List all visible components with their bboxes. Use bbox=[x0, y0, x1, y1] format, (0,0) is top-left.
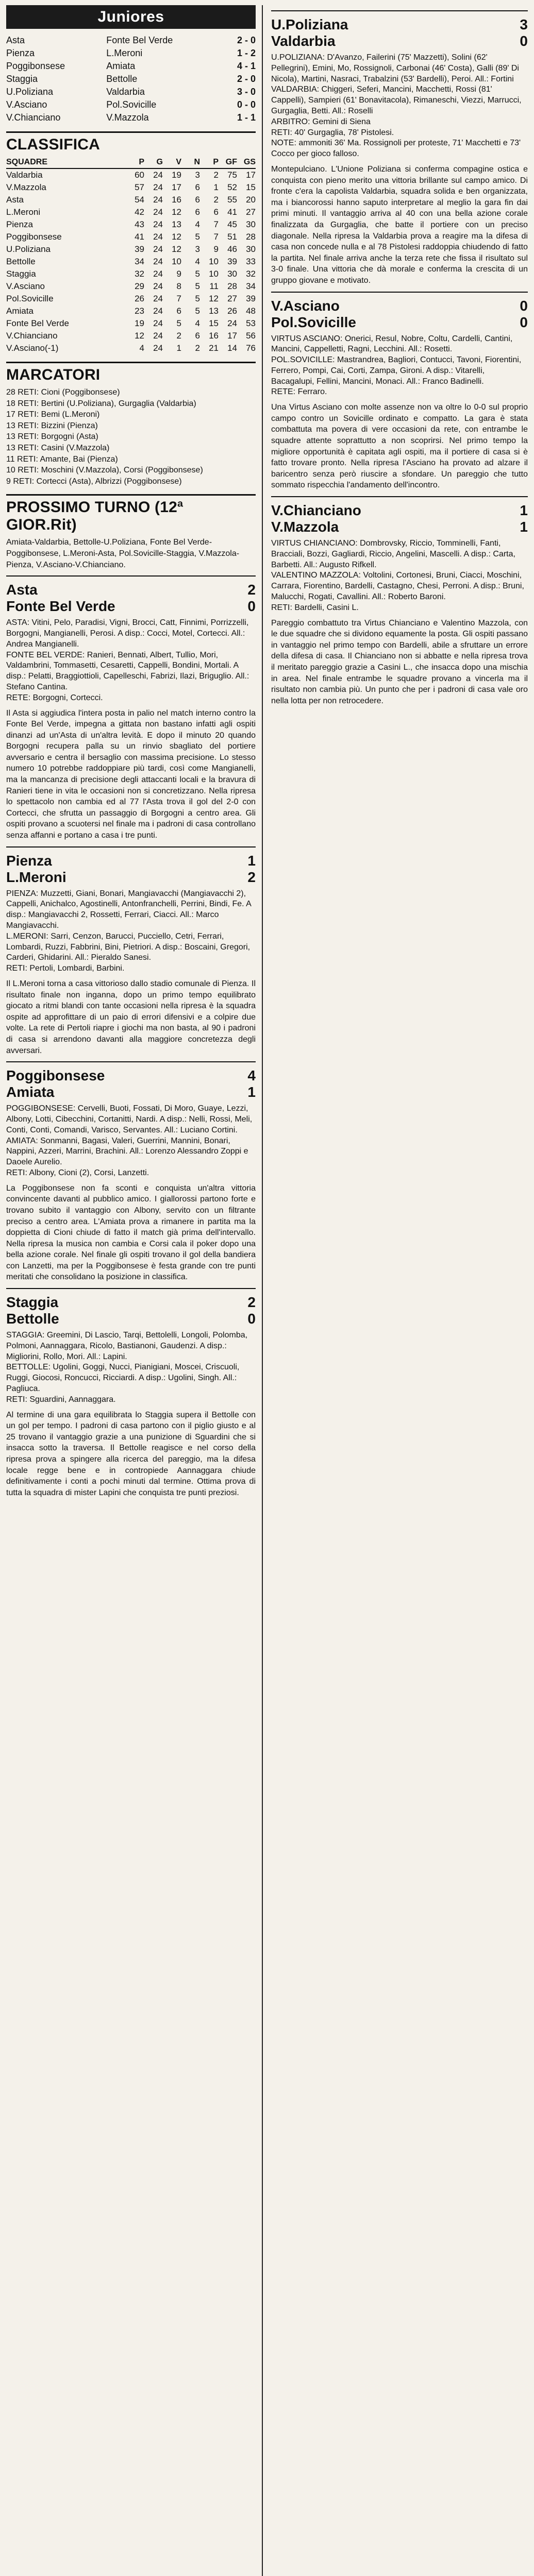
classifica-value: 6 bbox=[195, 331, 200, 341]
match-separator bbox=[271, 292, 528, 293]
classifica-value: 5 bbox=[195, 306, 200, 316]
classifica-value: 19 bbox=[135, 318, 144, 328]
result-score: 1 - 2 bbox=[237, 48, 256, 58]
match-away-team-line bbox=[6, 1084, 256, 1100]
classifica-value: 11 bbox=[209, 281, 219, 291]
classifica-value: 60 bbox=[135, 170, 144, 180]
classifica-value: 51 bbox=[227, 232, 237, 242]
match-home-team-line bbox=[6, 582, 256, 598]
marcatori-line: 13 RETI: Borgogni (Asta) bbox=[6, 432, 98, 442]
classifica-team: Poggibonsese bbox=[6, 232, 62, 242]
classifica-value: 10 bbox=[172, 257, 181, 266]
classifica-value: 13 bbox=[209, 306, 219, 316]
marcatori-title: MARCATORI bbox=[6, 362, 256, 384]
classifica-value: 24 bbox=[153, 207, 163, 217]
classifica-value: 21 bbox=[209, 343, 219, 353]
match-home-team: Asta bbox=[6, 582, 38, 598]
match-away-score: 2 bbox=[247, 869, 256, 885]
classifica-value: 24 bbox=[153, 318, 163, 328]
match-away-team-line bbox=[271, 33, 528, 49]
classifica-value: 24 bbox=[153, 331, 163, 341]
classifica-value: 2 bbox=[213, 170, 219, 180]
classifica-value: 29 bbox=[135, 281, 144, 291]
classifica-table bbox=[6, 157, 256, 354]
classifica-team: Fonte Bel Verde bbox=[6, 318, 69, 328]
result-score: 0 - 0 bbox=[237, 99, 256, 110]
classifica-value: 48 bbox=[246, 306, 256, 316]
classifica-row bbox=[6, 168, 256, 181]
match-away-score: 1 bbox=[247, 1084, 256, 1100]
classifica-value: 57 bbox=[135, 182, 144, 192]
classifica-value: 41 bbox=[135, 232, 144, 242]
result-row bbox=[6, 60, 256, 73]
match-home-team-line bbox=[271, 16, 528, 33]
classifica-value: 28 bbox=[227, 281, 237, 291]
classifica-row bbox=[6, 268, 256, 280]
classifica-value: 34 bbox=[135, 257, 144, 266]
match-report bbox=[6, 1288, 256, 1498]
classifica-team: Pol.Sovicille bbox=[6, 294, 54, 303]
match-separator bbox=[271, 10, 528, 11]
match-away-score: 0 bbox=[520, 33, 528, 49]
classifica-row bbox=[6, 293, 256, 305]
match-lineups bbox=[271, 334, 528, 398]
classifica-team: Staggia bbox=[6, 269, 36, 279]
match-separator bbox=[6, 846, 256, 848]
classifica-value: 28 bbox=[246, 232, 256, 242]
classifica-value: 15 bbox=[246, 182, 256, 192]
classifica-value: 1 bbox=[213, 182, 219, 192]
match-home-team: Staggia bbox=[6, 1294, 59, 1311]
right-column bbox=[271, 5, 528, 2576]
match-home-team-line bbox=[6, 1294, 256, 1311]
classifica-value: 1 bbox=[176, 343, 181, 353]
classifica-value: 24 bbox=[153, 306, 163, 316]
marcatori-line: 17 RETI: Bemi (L.Meroni) bbox=[6, 410, 100, 419]
match-home-score: 4 bbox=[247, 1067, 256, 1084]
result-away: Amiata bbox=[106, 61, 136, 71]
classifica-value: 6 bbox=[195, 182, 200, 192]
match-away-team: Amiata bbox=[6, 1084, 55, 1100]
classifica-row bbox=[6, 342, 256, 354]
classifica-team: V.Asciano bbox=[6, 281, 45, 291]
classifica-value: 19 bbox=[172, 170, 181, 180]
match-home-score: 1 bbox=[247, 852, 256, 869]
classifica-value: 8 bbox=[176, 281, 181, 291]
classifica-value: 7 bbox=[213, 232, 219, 242]
classifica-header: N bbox=[181, 157, 200, 168]
classifica-row bbox=[6, 305, 256, 317]
classifica-value: 43 bbox=[135, 219, 144, 229]
match-lineup-line: VIRTUS ASCIANO: Onerici, Resul, Nobre, Coltu, Cardelli, Cantini, Mancini, Cappelletti, Ragni, Lecchini. All.: Rosetti. bbox=[271, 334, 513, 354]
result-home: Poggibonsese bbox=[6, 61, 65, 71]
classifica-value: 76 bbox=[246, 343, 256, 353]
classifica-value: 12 bbox=[172, 232, 181, 242]
result-row bbox=[6, 111, 256, 124]
classifica-value: 3 bbox=[195, 244, 200, 254]
match-lineup-line: RETI: 40' Gurgaglia, 78' Pistolesi. bbox=[271, 128, 394, 137]
classifica-header: P bbox=[200, 157, 219, 168]
classifica-value: 32 bbox=[246, 269, 256, 279]
marcatori-list bbox=[6, 387, 256, 487]
result-row bbox=[6, 34, 256, 47]
match-article: Il Asta si aggiudica l'intera posta in palio nel match interno contro la Fonte Bel Verde, impegna a gittata non bastano infatti agli ospiti dinanzi ad un'Asta di un'altra levità. E dopo il minuto 20 quando Borgogni recupera palla su un rinvio sbagliato del portiere avversario e centra il bersaglio con massima precisione. Lo stesso numero 10 potrebbe raddoppiare più tardi, così come Mangianelli, ma la mancanza di precisione degli attaccanti locali e la bravura di Ranieri tiene in vita le occasioni non si concretizzano. Nella ripresa lo spettacolo non cambia ed al 77 l'Asta trova il gol del 2-0 con Cortecci, che sfrutta un passaggio di Borgogni a centro area. Gli ospiti provano a scuotersi nel finale ma i padroni di casa controllano senza affanni e portano a casa i tre punti. bbox=[6, 708, 256, 840]
classifica-value: 5 bbox=[195, 232, 200, 242]
left-matches bbox=[6, 575, 256, 1498]
match-home-team: Pienza bbox=[6, 852, 52, 869]
match-separator bbox=[6, 1288, 256, 1289]
prossimo-turno-text: Amiata-Valdarbia, Bettolle-U.Poliziana, Fonte Bel Verde-Poggibonsese, L.Meroni-Asta, Pol.Sovicille-Staggia, V.Mazzola-Pienza, V.Asciano-V.Chianciano. bbox=[6, 538, 240, 569]
match-lineup-line: L.MERONI: Sarri, Cenzon, Barucci, Pucciello, Cetri, Ferrari, Lombardi, Ruzzi, Fabbrini, Bini, Pietriori. A disp.: Boscaini, Gregori, Carderi, Ghidarini. All.: Pieraldo Sanesi. bbox=[6, 931, 251, 962]
classifica-team: Pienza bbox=[6, 219, 33, 229]
classifica-value: 12 bbox=[172, 207, 181, 217]
match-lineup-line: VIRTUS CHIANCIANO: Dombrovsky, Riccio, Tomminelli, Fanti, Bracciali, Bozzi, Gagliardi, Riccio, Angelini, Mascelli. A disp.: Carta, Barbetti. All.: Augusto Rifkell. bbox=[271, 539, 515, 569]
match-lineups bbox=[6, 1330, 256, 1405]
classifica-value: 24 bbox=[153, 219, 163, 229]
marcatori-line: 11 RETI: Amante, Bai (Pienza) bbox=[6, 454, 118, 464]
classifica-value: 2 bbox=[213, 195, 219, 205]
classifica-value: 26 bbox=[135, 294, 144, 303]
classifica-value: 24 bbox=[153, 244, 163, 254]
result-row bbox=[6, 73, 256, 86]
classifica-value: 17 bbox=[172, 182, 181, 192]
classifica-value: 2 bbox=[195, 343, 200, 353]
classifica-row bbox=[6, 181, 256, 194]
match-separator bbox=[271, 496, 528, 497]
match-home-team-line bbox=[6, 853, 256, 869]
match-lineup-line: RETI: Sguardini, Aannaggara. bbox=[6, 1395, 116, 1404]
classifica-value: 24 bbox=[153, 281, 163, 291]
marcatori-line: 13 RETI: Bizzini (Pienza) bbox=[6, 421, 98, 430]
match-lineup-line: POGGIBONSESE: Cervelli, Buoti, Fossati, Di Moro, Guaye, Lezzi, Albony, Lotti, Cibecchini, Cortanitti, Nardi. A disp.: Nelli, Rossi, Meli, Conti, Conti, Comandi, Varisco, Servantes. All.: Luciano Cortini. bbox=[6, 1104, 253, 1134]
result-away: V.Mazzola bbox=[106, 112, 149, 123]
classifica-value: 24 bbox=[153, 257, 163, 266]
match-separator bbox=[6, 575, 256, 577]
classifica-value: 24 bbox=[153, 170, 163, 180]
marcatori-line: 10 RETI: Moschini (V.Mazzola), Corsi (Poggibonsese) bbox=[6, 466, 203, 475]
match-lineup-line: NOTE: ammoniti 36' Ma. Rossignoli per proteste, 71' Macchetti e 73' Cocco per gioco falloso. bbox=[271, 139, 521, 159]
classifica-team: V.Mazzola bbox=[6, 182, 46, 192]
classifica-value: 7 bbox=[176, 294, 181, 303]
classifica-value: 39 bbox=[246, 294, 256, 303]
result-row bbox=[6, 98, 256, 111]
classifica-value: 12 bbox=[135, 331, 144, 341]
match-lineups bbox=[6, 618, 256, 703]
marcatori-line: 18 RETI: Bertini (U.Poliziana), Gurgaglia (Valdarbia) bbox=[6, 399, 196, 408]
classifica-value: 4 bbox=[139, 343, 144, 353]
classifica-value: 46 bbox=[227, 244, 237, 254]
match-away-team: Pol.Sovicille bbox=[271, 314, 356, 330]
match-away-score: 0 bbox=[247, 598, 256, 615]
classifica-value: 75 bbox=[227, 170, 237, 180]
match-report bbox=[271, 496, 528, 706]
match-away-team-line bbox=[271, 314, 528, 331]
classifica-row bbox=[6, 243, 256, 256]
classifica-header: P bbox=[126, 157, 144, 168]
classifica-header-row bbox=[6, 157, 256, 168]
classifica-value: 6 bbox=[195, 207, 200, 217]
classifica-value: 24 bbox=[153, 294, 163, 303]
classifica-value: 5 bbox=[195, 269, 200, 279]
classifica-value: 23 bbox=[135, 306, 144, 316]
classifica-row bbox=[6, 206, 256, 218]
classifica-value: 6 bbox=[213, 207, 219, 217]
match-home-score: 3 bbox=[520, 16, 528, 32]
classifica-value: 16 bbox=[209, 331, 219, 341]
match-lineup-line: FONTE BEL VERDE: Ranieri, Bennati, Albert, Tullio, Mori, Valdambrini, Tommasetti, Cesaretti, Cappelli, Bondini, Mortali. A disp.: Pelatti, Braggiottioli, Capelleschi, Fabrizi, Ilazi, Briguglio. All.: Stefano Cantina. bbox=[6, 650, 249, 691]
match-home-score: 1 bbox=[520, 502, 528, 519]
classifica-value: 4 bbox=[195, 257, 200, 266]
classifica-value: 24 bbox=[153, 343, 163, 353]
match-away-team-line bbox=[271, 519, 528, 535]
match-home-team: V.Chianciano bbox=[271, 502, 361, 519]
match-lineup-line: AMIATA: Sonmanni, Bagasi, Valeri, Guerrini, Mannini, Bonari, Nappini, Azzeri, Marrini, Brachini. All.: Lorenzo Alessandro Zoppi e Daoele Aurelio. bbox=[6, 1136, 248, 1167]
match-lineup-line: VALENTINO MAZZOLA: Voltolini, Cortonesi, Bruni, Ciacci, Moschini, Carrara, Fiorentino, Bardelli, Castagno, Chesi, Perroni. A disp.: Bruni, Malucchi, Rogati, Cavallini. All.: Roberto Baroni. bbox=[271, 571, 524, 602]
result-score: 1 - 1 bbox=[237, 112, 256, 123]
match-report bbox=[271, 292, 528, 492]
classifica-team: L.Meroni bbox=[6, 207, 41, 217]
result-away: L.Meroni bbox=[106, 48, 143, 58]
match-report bbox=[6, 1061, 256, 1283]
match-lineup-line: ASTA: Vitini, Pelo, Paradisi, Vigni, Brocci, Catt, Finnimi, Porrizzelli, Borgogni, Mangianelli, Perosi. A disp.: Cocci, Motel, Cortecci. All.: Andrea Mangianelli. bbox=[6, 618, 249, 649]
match-home-score: 2 bbox=[247, 1294, 256, 1311]
classifica-header: GS bbox=[237, 157, 256, 168]
match-lineup-line: PIENZA: Muzzetti, Giani, Bonari, Mangiavacchi (Mangiavacchi 2), Cappelli, Anichalco, Agostinelli, Antonfranchelli, Perrini, Bindi, Fe. A disp.: Mangiavacchi 2, Rossetti, Ferrari, Ciacci. All.: Marco Mangiavacchi. bbox=[6, 889, 251, 930]
classifica-value: 10 bbox=[209, 257, 219, 266]
classifica-value: 39 bbox=[135, 244, 144, 254]
prossimo-turno-title: PROSSIMO TURNO (12ª GIOR.Rit) bbox=[6, 494, 256, 534]
classifica-header: G bbox=[144, 157, 163, 168]
classifica-value: 17 bbox=[246, 170, 256, 180]
match-lineup-line: STAGGIA: Greemini, Di Lascio, Tarqi, Bettolelli, Longoli, Polomba, Polmoni, Aannaggara, Ricolo, Bastianoni, Gaudenzi. A disp.: Migliorini, Rollo, Mori. All.: Lapini. bbox=[6, 1331, 248, 1361]
classifica-value: 24 bbox=[153, 269, 163, 279]
match-away-score: 0 bbox=[520, 314, 528, 330]
match-away-team-line bbox=[6, 598, 256, 615]
result-home: Asta bbox=[6, 35, 25, 45]
match-home-team: V.Asciano bbox=[271, 297, 340, 314]
classifica-value: 4 bbox=[195, 219, 200, 229]
classifica-value: 9 bbox=[213, 244, 219, 254]
match-away-team-line bbox=[6, 1311, 256, 1327]
match-report bbox=[6, 846, 256, 1057]
classifica-title: CLASSIFICA bbox=[6, 131, 256, 154]
classifica-value: 12 bbox=[209, 294, 219, 303]
match-lineup-line: RETI: Pertoli, Lombardi, Barbini. bbox=[6, 964, 125, 973]
classifica-header: V bbox=[163, 157, 181, 168]
match-home-team-line bbox=[271, 502, 528, 519]
classifica-value: 26 bbox=[227, 306, 237, 316]
classifica-row bbox=[6, 194, 256, 206]
match-lineup-line: RETI: Bardelli, Casini L. bbox=[271, 603, 359, 612]
right-matches bbox=[271, 10, 528, 706]
classifica-value: 30 bbox=[227, 269, 237, 279]
classifica-value: 10 bbox=[209, 269, 219, 279]
classifica-value: 24 bbox=[153, 182, 163, 192]
result-row bbox=[6, 47, 256, 60]
match-separator bbox=[6, 1061, 256, 1062]
classifica-value: 32 bbox=[135, 269, 144, 279]
classifica-value: 5 bbox=[195, 281, 200, 291]
result-score: 2 - 0 bbox=[237, 74, 256, 84]
match-lineup-line: U.POLIZIANA: D'Avanzo, Failerini (75' Mazzetti), Solini (62' Pellegrini), Emini, Mo, Rossignoli, Carbonai (46' Costa), Galli (89' Di Nicola), Martini, Nasraci, Trabalzini (53' Bardelli), Peroi. All.: Fortini bbox=[271, 53, 519, 83]
classifica-value: 6 bbox=[176, 306, 181, 316]
match-home-team: Poggibonsese bbox=[6, 1067, 105, 1084]
left-column bbox=[6, 5, 263, 2576]
match-home-team-line bbox=[271, 298, 528, 314]
classifica-team: Amiata bbox=[6, 306, 34, 316]
match-article: Al termine di una gara equilibrata lo Staggia supera il Bettolle con un gol per tempo. I padroni di casa partono con il piglio giusto e al 25 trovano il vantaggio grazie a una punizione di Sguardini che si insacca sotto la traversa. Il Bettolle reagisce e nel corso della ripresa prova a spingere alla ricerca del pareggio, ma la difesa locale regge bene e in contropiede Aannaggara chiude definitivamente i conti a pochi minuti dal termine. Ottima prova di tutta la squadra di mister Lapini che conquista tre punti preziosi. bbox=[6, 1410, 256, 1497]
classifica-value: 20 bbox=[246, 195, 256, 205]
classifica-value: 9 bbox=[176, 269, 181, 279]
match-away-team-line bbox=[6, 869, 256, 886]
classifica-value: 16 bbox=[172, 195, 181, 205]
classifica-value: 2 bbox=[176, 331, 181, 341]
classifica-team: V.Chianciano bbox=[6, 331, 58, 341]
classifica-value: 6 bbox=[195, 195, 200, 205]
match-lineup-line: RETE: Ferraro. bbox=[271, 387, 327, 397]
classifica-value: 30 bbox=[246, 244, 256, 254]
result-home: Pienza bbox=[6, 48, 35, 58]
classifica-value: 7 bbox=[213, 219, 219, 229]
match-lineup-line: POL.SOVICILLE: Mastrandrea, Bagliori, Contucci, Tavoni, Fiorentini, Ferrero, Pompi, Cai, Corti, Zampa, Gironi. A disp.: Vitarelli, Bacagalupi, Fellini, Mancini, Monaci. All.: Franco Badinelli. bbox=[271, 355, 522, 386]
classifica-value: 12 bbox=[172, 244, 181, 254]
classifica-header: SQUADRE bbox=[6, 157, 126, 168]
match-report bbox=[271, 10, 528, 286]
classifica-value: 56 bbox=[246, 331, 256, 341]
classifica-value: 14 bbox=[227, 343, 237, 353]
match-lineup-line: VALDARBIA: Chiggeri, Seferi, Mancini, Macchetti, Rossi (81' Cappelli), Sampieri (61' Bonavitacola), Rimaneschi, Viezzi, Marrucci, Gurgaglia, Betti. All.: Roselli bbox=[271, 85, 522, 115]
match-home-score: 0 bbox=[520, 297, 528, 314]
match-away-score: 1 bbox=[520, 519, 528, 535]
match-lineups bbox=[6, 889, 256, 974]
classifica-row bbox=[6, 317, 256, 330]
classifica-value: 5 bbox=[176, 318, 181, 328]
marcatori-line: 13 RETI: Casini (V.Mazzola) bbox=[6, 443, 110, 452]
classifica-value: 54 bbox=[135, 195, 144, 205]
match-away-team: Valdarbia bbox=[271, 33, 336, 49]
classifica-value: 30 bbox=[246, 219, 256, 229]
match-article: Una Virtus Asciano con molte assenze non va oltre lo 0-0 sul proprio campo contro un Sovicille ordinato e compatto. La gara è stata combattuta ma povera di vere occasioni da rete, con entrambe le squadre attente soprattutto a non scoprirsi. Nel primo tempo la migliore opportunità è capitata agli ospiti, ma il portiere di casa si è fatto trovare pronto. Nella ripresa l'Asciano ha provato ad alzare il baricentro senza però riuscire a sfondare. Un pareggio che tutto sommato rispecchia l'andamento dell'incontro. bbox=[271, 403, 528, 490]
match-away-score: 0 bbox=[247, 1311, 256, 1327]
match-home-team-line bbox=[6, 1067, 256, 1084]
classifica-row bbox=[6, 256, 256, 268]
match-away-team: V.Mazzola bbox=[271, 519, 339, 535]
match-away-team: Bettolle bbox=[6, 1311, 59, 1327]
classifica-header: GF bbox=[219, 157, 237, 168]
result-home: U.Poliziana bbox=[6, 87, 54, 97]
classifica-value: 15 bbox=[209, 318, 219, 328]
classifica-team: U.Poliziana bbox=[6, 244, 51, 254]
result-away: Fonte Bel Verde bbox=[106, 35, 173, 45]
classifica-value: 24 bbox=[153, 232, 163, 242]
match-lineup-line: RETI: Albony, Cioni (2), Corsi, Lanzetti. bbox=[6, 1168, 149, 1177]
match-article: Il L.Meroni torna a casa vittorioso dallo stadio comunale di Pienza. Il risultato finale non inganna, dopo un primo tempo equilibrato giocato a ritmi blandi con tante occasioni nella ripresa è la squadra ospite ad approfittare di un paio di errori difensivi e a colpire due volte. La rete di Pertoli riapre i giochi ma non basta, al 90 i padroni di casa si arrendono davanti alla maggiore concretezza degli avversari. bbox=[6, 979, 256, 1055]
result-home: Staggia bbox=[6, 74, 38, 84]
classifica-value: 4 bbox=[195, 318, 200, 328]
classifica-value: 55 bbox=[227, 195, 237, 205]
classifica-row bbox=[6, 280, 256, 293]
marcatori-line: 28 RETI: Cioni (Poggibonsese) bbox=[6, 388, 120, 397]
classifica-value: 42 bbox=[135, 207, 144, 217]
result-home: V.Asciano bbox=[6, 99, 47, 110]
match-away-team: L.Meroni bbox=[6, 869, 66, 885]
match-lineups bbox=[271, 53, 528, 160]
result-score: 2 - 0 bbox=[237, 35, 256, 45]
classifica-value: 33 bbox=[246, 257, 256, 266]
match-lineups bbox=[6, 1104, 256, 1179]
classifica-row bbox=[6, 218, 256, 231]
classifica-value: 41 bbox=[227, 207, 237, 217]
classifica-team: Asta bbox=[6, 195, 24, 205]
result-score: 3 - 0 bbox=[237, 87, 256, 97]
match-lineups bbox=[271, 538, 528, 614]
match-lineup-line: RETE: Borgogni, Cortecci. bbox=[6, 693, 103, 702]
result-away: Pol.Sovicille bbox=[106, 99, 157, 110]
match-article: La Poggibonsese non fa sconti e conquista un'altra vittoria convincente davanti al pubblico amico. I giallorossi partono forte e trovano subito il vantaggio con Albony, servito con un filtrante preciso a centro area. L'Amiata prova a rimanere in partita ma la doppietta di Cioni chiude di fatto il match già prima dell'intervallo. Nella ripresa la musica non cambia e Corsi cala il poker dopo una bella azione corale. Nel finale gli ospiti trovano il gol della bandiera con Lanzetti, ma per la Poggibonsese è festa grande con tre punti meritati che consolidano la posizione in classifica. bbox=[6, 1183, 256, 1282]
classifica-row bbox=[6, 330, 256, 342]
classifica-team: Valdarbia bbox=[6, 170, 43, 180]
match-article: Pareggio combattuto tra Virtus Chianciano e Valentino Mazzola, con le due squadre che si dividono equamente la posta. Gli ospiti passano in vantaggio nel primo tempo con Bardelli, abile a sfruttare un errore della difesa di casa. Il Chianciano non si abbatte e nella ripresa trova il meritato pareggio grazie a Casini L., che insacca dopo una mischia in area. Nel finale entrambe le squadre provano a vincerla ma il risultato non cambia più. Un punto che per i padroni di casa vale oro nella lotta per non retrocedere. bbox=[271, 618, 528, 705]
classifica-team: Bettolle bbox=[6, 257, 36, 266]
classifica-row bbox=[6, 231, 256, 243]
classifica-value: 24 bbox=[153, 195, 163, 205]
result-home: V.Chianciano bbox=[6, 112, 61, 123]
match-home-team: U.Poliziana bbox=[271, 16, 348, 32]
match-report bbox=[6, 575, 256, 841]
result-away: Valdarbia bbox=[106, 87, 145, 97]
match-lineup-line: ARBITRO: Gemini di Siena bbox=[271, 117, 371, 126]
classifica-value: 17 bbox=[227, 331, 237, 341]
classifica-value: 39 bbox=[227, 257, 237, 266]
classifica-value: 53 bbox=[246, 318, 256, 328]
classifica-value: 45 bbox=[227, 219, 237, 229]
classifica-value: 3 bbox=[195, 170, 200, 180]
result-score: 4 - 1 bbox=[237, 61, 256, 71]
marcatori-line: 9 RETI: Cortecci (Asta), Albrizzi (Poggibonsese) bbox=[6, 477, 182, 486]
result-away: Bettolle bbox=[106, 74, 138, 84]
classifica-value: 52 bbox=[227, 182, 237, 192]
classifica-value: 5 bbox=[195, 294, 200, 303]
classifica-value: 24 bbox=[227, 318, 237, 328]
match-lineup-line: BETTOLLE: Ugolini, Goggi, Nucci, Pianigiani, Moscei, Criscuoli, Ruggi, Giocosi, Roncucci, Ricciardi. A disp.: Ugolini, Singh. All.: Pagliuca. bbox=[6, 1363, 240, 1394]
match-away-team: Fonte Bel Verde bbox=[6, 598, 115, 615]
classifica-value: 34 bbox=[246, 281, 256, 291]
section-title-juniores: Juniores bbox=[6, 5, 256, 29]
result-row bbox=[6, 86, 256, 98]
classifica-value: 27 bbox=[246, 207, 256, 217]
classifica-value: 13 bbox=[172, 219, 181, 229]
classifica-team: V.Asciano(-1) bbox=[6, 343, 59, 353]
match-article: Montepulciano. L'Unione Poliziana si conferma compagine ostica e conquista con pieno merito una vittoria brillante sul campo amico. Di fronte c'era la capolista Valdarbia, squadra solida e ben organizzata, ma i biancorossi hanno saputo interpretare al meglio la gara fin dai primi minuti. Il vantaggio arriva al 40 con una bella azione corale finalizzata da Gurgaglia, che batte il portiere con un preciso diagonale. Nella ripresa la Valdarbia prova a reagire ma la difesa di casa non concede nulla e al 78 Pistolesi raddoppia chiudendo di fatto la partita. Nel finale arriva anche la terza rete che fissa il risultato sul 3-0 finale. Una vittoria che dà morale e conferma la crescita di un gruppo giovane e motivato. bbox=[271, 164, 528, 285]
match-home-score: 2 bbox=[247, 582, 256, 598]
results-table bbox=[6, 34, 256, 124]
classifica-value: 27 bbox=[227, 294, 237, 303]
